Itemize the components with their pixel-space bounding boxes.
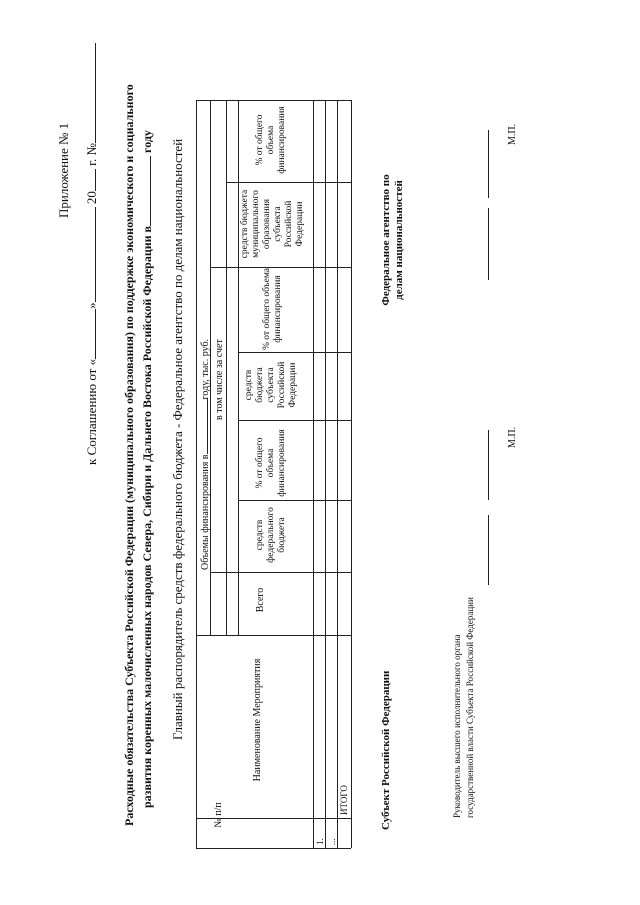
col-federal-header: средств федерального бюджета (255, 507, 287, 563)
head-title-line1: Руководитель высшего исполнительного органа (452, 634, 462, 818)
agreement-number: г. № (84, 143, 99, 166)
agreement-day-close: » (84, 302, 99, 309)
signature-line-left-2 (488, 515, 489, 585)
agreement-year: 20 (84, 191, 99, 205)
stamp-place-right: М.П. (507, 123, 518, 145)
row-total-label: ИТОГО (339, 785, 349, 815)
col-municipal-header: средств бюджета муниципального образования субъекта Российской Федерации (240, 189, 305, 259)
col-federal-percent-header: % от общего объема финансирования (255, 429, 287, 497)
col-subject-header: средств бюджета субъекта Российской Федерации (244, 361, 298, 409)
head-title-line2: государственной власти Субъекта Российской Федерации (465, 597, 475, 818)
col-subject-percent-header: % от общего объема финансирования (262, 268, 283, 350)
document-title-line2: развития коренных малочисленных народов Севера, Сибири и Дальнего Востока Российской Федерации в году (140, 130, 154, 808)
agreement-prefix: к Соглашению от « (84, 358, 99, 465)
col-number-header: № п/п (213, 802, 224, 828)
document-title-line1: Расходные обязательства Субъекта Российской Федерации (муниципального образования) по поддержке экономического и социального (122, 84, 136, 826)
row-ellipsis-label: ... (327, 838, 337, 845)
col-event-header: Наименование Мероприятия (252, 658, 263, 782)
signature-agency-label: Федеральное агентство по делам национальностей (380, 174, 405, 306)
col-total-header: Всего (255, 587, 266, 613)
signature-line-right-2 (488, 208, 489, 280)
col-volumes-header: Объемы финансирования вгоду, тыс. руб. (200, 338, 211, 570)
signature-line-right-1 (488, 130, 489, 198)
signature-subject-label: Субъект Российской Федерации (380, 670, 392, 830)
appendix-label: Приложение № 1 (56, 122, 71, 218)
col-including-header: в том числе за счет (214, 339, 225, 420)
col-municipal-percent-header: % от общего объема финансирования (255, 106, 287, 174)
stamp-place-left: М.П. (507, 426, 518, 448)
agreement-reference (84, 43, 100, 465)
signature-line-left-1 (488, 430, 489, 500)
row-1-label: 1. (315, 838, 325, 845)
document-subtitle: Главный распорядитель средств федерального бюджета - Федеральное агентство по делам национальностей (170, 138, 185, 740)
